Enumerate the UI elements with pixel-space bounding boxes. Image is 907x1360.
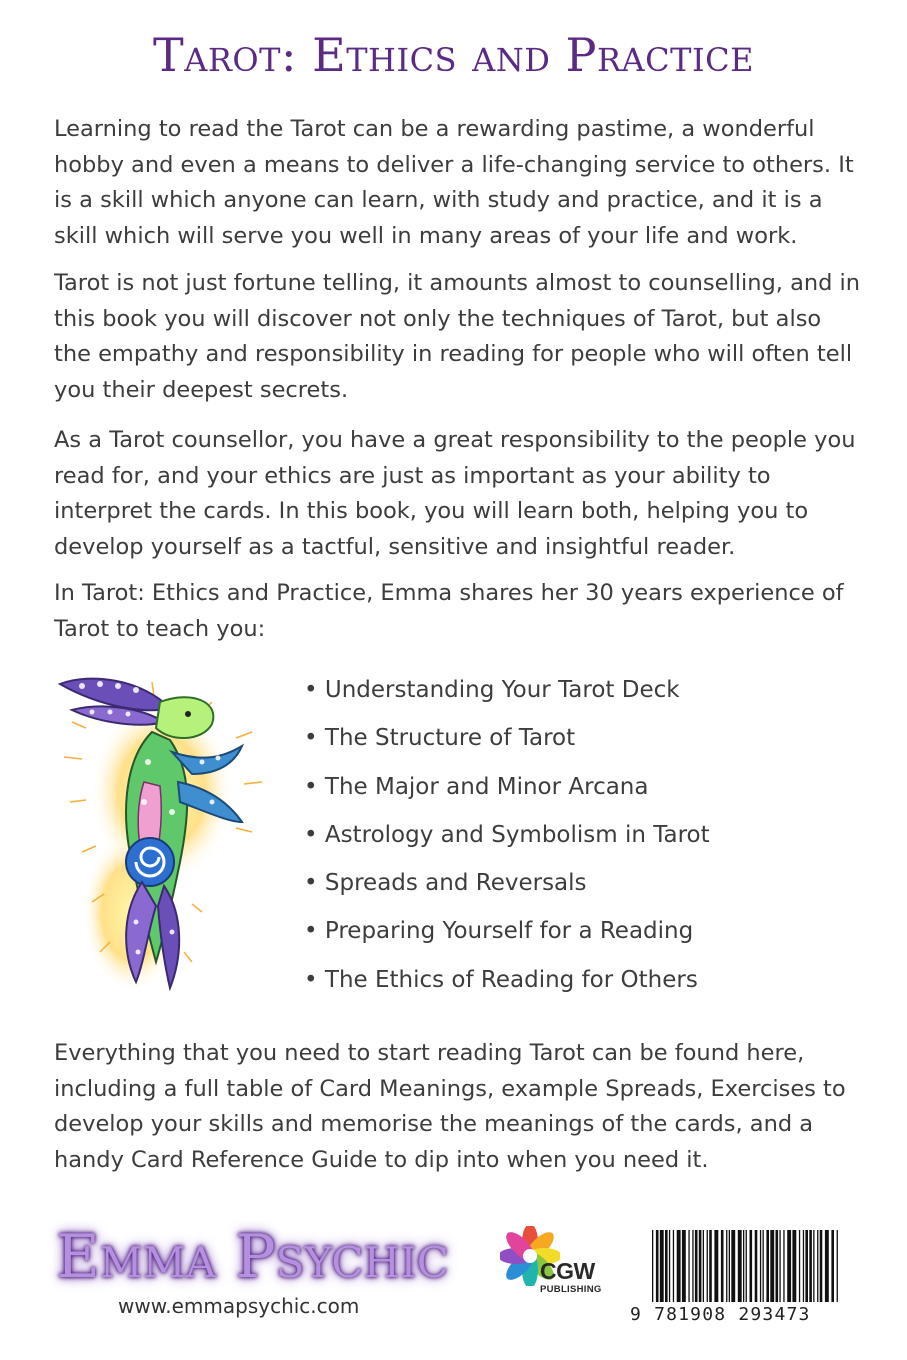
barcode-bar bbox=[783, 1230, 784, 1302]
barcode-bar bbox=[682, 1230, 686, 1302]
barcode-bar bbox=[750, 1230, 753, 1302]
topic-item: • The Structure of Tarot bbox=[304, 714, 710, 762]
barcode-bar bbox=[746, 1230, 747, 1302]
lead-in-paragraph: In Tarot: Ethics and Practice, Emma shares her 30 years experience of Tarot to teach you: bbox=[54, 580, 844, 642]
barcode-bar bbox=[770, 1230, 774, 1302]
barcode-bar bbox=[766, 1230, 769, 1302]
barcode-bar bbox=[692, 1230, 693, 1302]
book-title: Tarot: Ethics and Practice bbox=[153, 28, 754, 82]
counselling-paragraph: Tarot is not just fortune telling, it amounts almost to counselling, and in this book you will discover not only the techniques of Tarot, but also the empathy and responsibility in reading for people who will often tell you their deepest secrets. bbox=[54, 270, 861, 403]
responsibility-paragraph: As a Tarot counsellor, you have a great responsibility to the people you read for, and your ethics are just as important as your ability to interpret the cards. In this book, you will learn both, helping you to develop yourself as a tactful, sensitive and insightful reader. bbox=[54, 427, 856, 560]
barcode-bar bbox=[669, 1230, 670, 1302]
barcode-bar bbox=[755, 1230, 758, 1302]
publisher-name: CGW bbox=[540, 1258, 595, 1284]
topic-list bbox=[304, 666, 710, 1004]
barcode-bar bbox=[760, 1230, 761, 1302]
topic-item: • Preparing Yourself for a Reading bbox=[304, 907, 710, 955]
barcode-bar bbox=[656, 1230, 659, 1302]
publisher-subtitle: PUBLISHING bbox=[540, 1284, 602, 1295]
barcode-bar bbox=[731, 1230, 735, 1302]
topic-item: • Astrology and Symbolism in Tarot bbox=[304, 811, 710, 859]
barcode-bar bbox=[688, 1230, 689, 1302]
brand-logo: Emma Psychic bbox=[56, 1222, 449, 1292]
barcode-bar bbox=[660, 1230, 664, 1302]
barcode-bar bbox=[703, 1230, 704, 1302]
barcode-bar bbox=[721, 1230, 724, 1302]
barcode-bar bbox=[787, 1230, 791, 1302]
barcode-bar bbox=[738, 1230, 742, 1302]
barcode-bar bbox=[699, 1230, 702, 1302]
barcode-bar bbox=[729, 1230, 730, 1302]
barcode-bar bbox=[779, 1230, 780, 1302]
topic-item: • Understanding Your Tarot Deck bbox=[304, 666, 710, 714]
publisher-logo bbox=[500, 1226, 624, 1306]
barcode-bar bbox=[813, 1230, 814, 1302]
barcode-bar bbox=[799, 1230, 800, 1302]
hare-illustration-icon bbox=[52, 662, 288, 1002]
topic-item: • The Major and Minor Arcana bbox=[304, 763, 710, 811]
barcode-bar bbox=[803, 1230, 804, 1302]
barcode-bar bbox=[825, 1230, 829, 1302]
barcode-bar bbox=[805, 1230, 808, 1302]
barcode-bars bbox=[630, 1228, 844, 1308]
barcode-bar bbox=[707, 1230, 708, 1302]
topic-item: • Spreads and Reversals bbox=[304, 859, 710, 907]
barcode-bar bbox=[652, 1230, 653, 1302]
isbn-barcode bbox=[630, 1228, 844, 1326]
barcode-bar bbox=[677, 1230, 681, 1302]
barcode-bar bbox=[709, 1230, 712, 1302]
barcode-bar bbox=[763, 1230, 764, 1302]
website-link[interactable]: www.emmapsychic.com bbox=[118, 1294, 360, 1318]
barcode-bar bbox=[809, 1230, 812, 1302]
barcode-bar bbox=[695, 1230, 698, 1302]
barcode-bar bbox=[817, 1230, 818, 1302]
closing-paragraph: Everything that you need to start reading Tarot can be found here, including a full table of Card Meanings, example Spreads, Exercises to develop your skills and memorise the meanings of the cards, and a handy Card Reference Guide to dip into when you need it. bbox=[54, 1040, 846, 1173]
barcode-bar bbox=[792, 1230, 796, 1302]
barcode-bar bbox=[837, 1230, 838, 1302]
barcode-bar bbox=[776, 1230, 779, 1302]
barcode-bar bbox=[665, 1230, 668, 1302]
topic-item: • The Ethics of Reading for Others bbox=[304, 956, 710, 1004]
barcode-bar bbox=[673, 1230, 674, 1302]
barcode-bar bbox=[831, 1230, 834, 1302]
intro-paragraph: Learning to read the Tarot can be a rewarding pastime, a wonderful hobby and even a means to deliver a life-changing service to others. It is a skill which anyone can learn, with study and practice, and it is a skill which will serve you well in many areas of your life and work. bbox=[54, 116, 854, 249]
barcode-bar bbox=[820, 1230, 823, 1302]
barcode-bar bbox=[743, 1230, 744, 1302]
barcode-bar bbox=[714, 1230, 718, 1302]
barcode-bar bbox=[726, 1230, 727, 1302]
barcode-digits: 9 781908 293473 bbox=[630, 1304, 811, 1325]
